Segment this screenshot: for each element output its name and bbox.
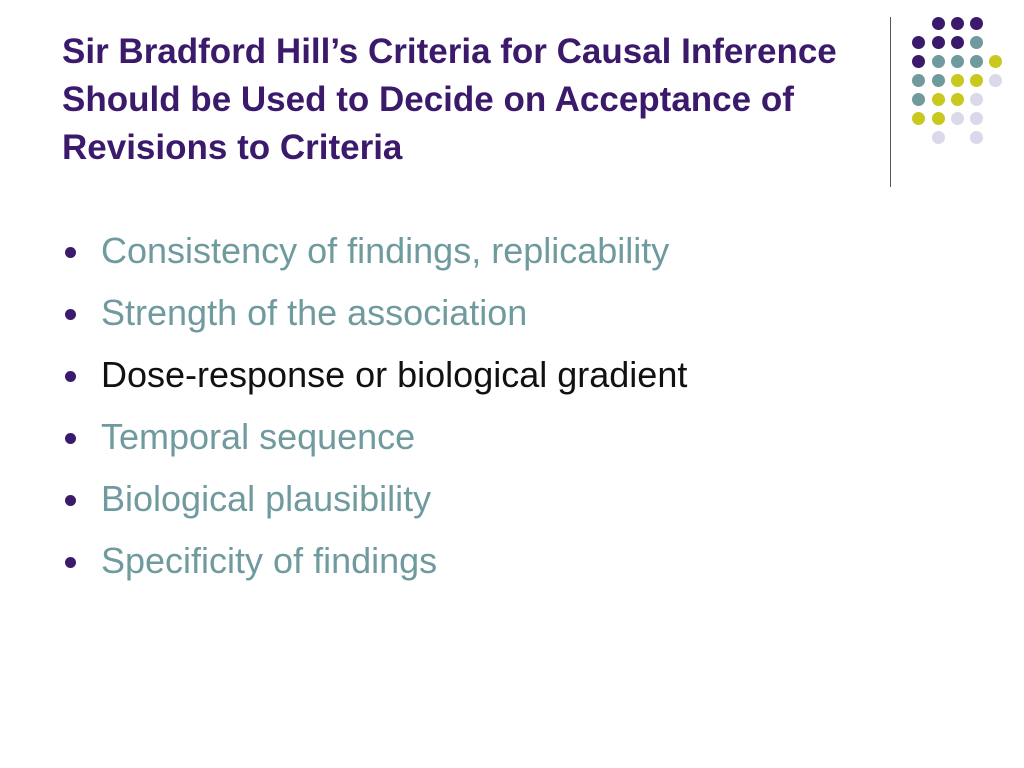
decorative-dot bbox=[912, 93, 925, 106]
title-divider bbox=[890, 17, 891, 187]
decorative-dot bbox=[970, 36, 983, 49]
bullet-text: Biological plausibility bbox=[101, 478, 432, 519]
bullet-marker-icon bbox=[65, 433, 76, 444]
bullet-list bbox=[62, 220, 687, 592]
decorative-dot bbox=[970, 131, 983, 144]
bullet-item bbox=[62, 530, 687, 592]
decorative-dot bbox=[951, 36, 964, 49]
decorative-dot bbox=[932, 55, 945, 68]
slide-title: Sir Bradford Hill’s Criteria for Causal Inference Should be Used to Decide on Acceptance of Revisions to Criteria bbox=[62, 32, 837, 167]
decorative-dot bbox=[932, 74, 945, 87]
bullet-item bbox=[62, 220, 687, 282]
bullet-text: Consistency of findings, replicability bbox=[101, 230, 670, 271]
bullet-marker-icon bbox=[65, 495, 76, 506]
bullet-text: Specificity of findings bbox=[101, 540, 438, 581]
bullet-item bbox=[62, 344, 687, 406]
decorative-dot bbox=[951, 93, 964, 106]
decorative-dot bbox=[912, 74, 925, 87]
bullet-text: Strength of the association bbox=[101, 292, 528, 333]
bullet-marker-icon bbox=[65, 557, 76, 568]
decorative-dot bbox=[932, 36, 945, 49]
decorative-dot bbox=[970, 17, 983, 30]
decorative-dot bbox=[912, 55, 925, 68]
bullet-text: Temporal sequence bbox=[101, 416, 416, 457]
decorative-dot bbox=[970, 93, 983, 106]
bullet-marker-icon bbox=[65, 309, 76, 320]
decorative-dot bbox=[970, 112, 983, 125]
decorative-dot bbox=[912, 36, 925, 49]
decorative-dot bbox=[951, 17, 964, 30]
decorative-dot bbox=[951, 112, 964, 125]
bullet-marker-icon bbox=[65, 247, 76, 258]
bullet-item bbox=[62, 282, 687, 344]
decorative-dot bbox=[951, 55, 964, 68]
decorative-dot bbox=[970, 74, 983, 87]
bullet-item bbox=[62, 406, 687, 468]
decorative-dot bbox=[951, 74, 964, 87]
decorative-dot bbox=[932, 131, 945, 144]
bullet-item bbox=[62, 468, 687, 530]
bullet-marker-icon bbox=[65, 371, 76, 382]
bullet-text: Dose-response or biological gradient bbox=[101, 354, 688, 395]
decorative-dot bbox=[970, 55, 983, 68]
decorative-dot bbox=[912, 112, 925, 125]
decorative-dot bbox=[932, 17, 945, 30]
decorative-dot bbox=[989, 74, 1002, 87]
decorative-dot bbox=[932, 112, 945, 125]
decorative-dot bbox=[932, 93, 945, 106]
decorative-dot bbox=[989, 55, 1002, 68]
